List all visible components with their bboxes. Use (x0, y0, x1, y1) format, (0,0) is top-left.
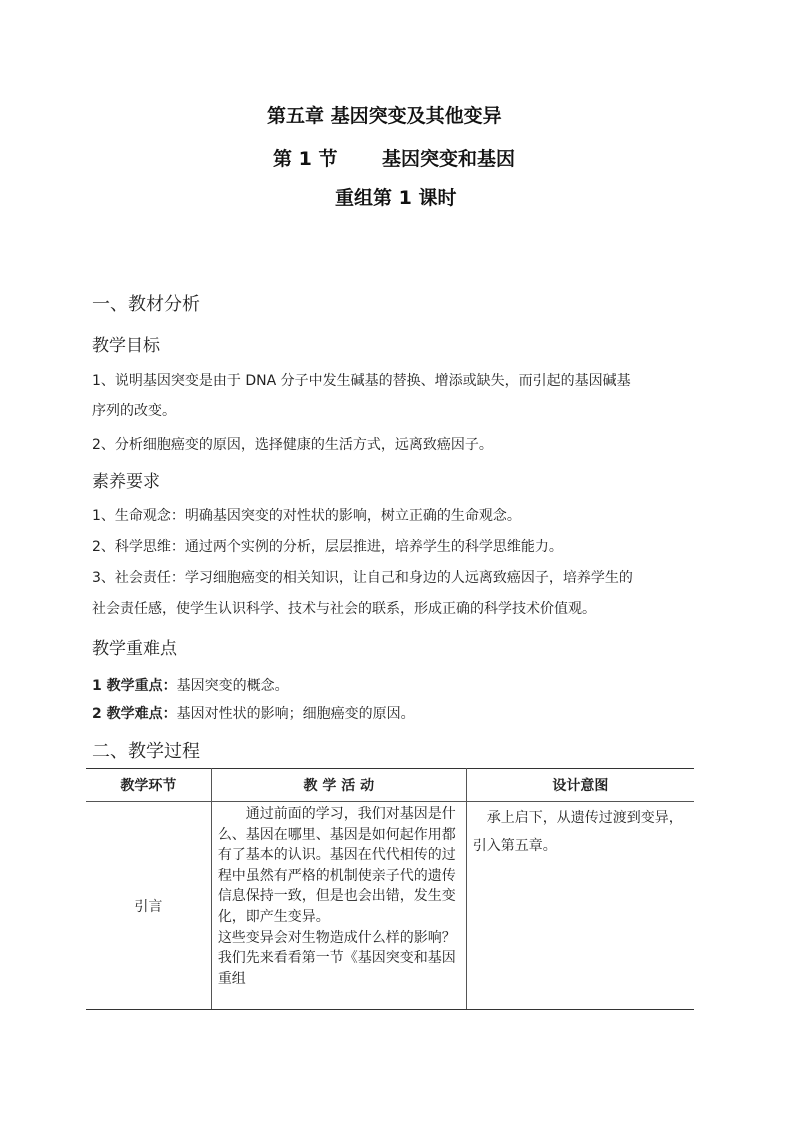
cell-design: 承上启下，从遗传过渡到变异，引入第五章。 (466, 802, 694, 1010)
section-topic: 基因突变和基因 (382, 148, 516, 170)
key-point-label: 1 教学重点： (92, 678, 177, 694)
goal-1-line-1: 1、说明基因突变是由于 DNA 分子中发生碱基的替换、增添或缺失，而引起的基因碱基 (92, 373, 631, 389)
header-activity: 教 学 活 动 (211, 769, 466, 802)
literacy-2: 2、科学思维：通过两个实例的分析，层层推进，培养学生的科学思维能力。 (92, 539, 563, 555)
section-heading-analysis: 一、教材分析 (92, 294, 200, 315)
section-heading-process: 二、教学过程 (92, 741, 200, 762)
difficult-point (92, 703, 415, 723)
difficult-point-label: 2 教学难点： (92, 706, 177, 722)
header-stage: 教学环节 (86, 769, 211, 802)
literacy-heading: 素养要求 (92, 472, 160, 492)
table-row (86, 802, 694, 1010)
literacy-3-line-2: 社会责任感，使学生认识科学、技术与社会的联系，形成正确的科学技术价值观。 (92, 601, 596, 617)
teaching-process-table (86, 768, 694, 1010)
key-point-text: 基因突变的概念。 (176, 678, 289, 694)
literacy-3-line-1: 3、社会责任：学习细胞癌变的相关知识，让自己和身边的人远离致癌因子，培养学生的 (92, 570, 633, 586)
header-design: 设计意图 (466, 769, 694, 802)
activity-paragraph-1: 通过前面的学习，我们对基因是什么、基因在哪里、基因是如何起作用都有了基本的认识。基因在代代相传的过程中虽然有严格的机制使亲子代的遗传信息保持一致，但是也会出错，发生变化，即产生变异。 (217, 806, 456, 925)
key-point (92, 675, 289, 695)
table-header-row (86, 769, 694, 802)
goal-2: 2、分析细胞癌变的原因，选择健康的生活方式，远离致癌因子。 (92, 437, 493, 453)
literacy-1: 1、生命观念：明确基因突变的对性状的影响，树立正确的生命观念。 (92, 508, 521, 524)
keypoints-heading: 教学重难点 (92, 639, 177, 659)
cell-stage: 引言 (86, 802, 211, 1010)
chapter-title: 第五章 基因突变及其他变异 (267, 105, 502, 127)
lesson-title: 重组第 1 课时 (335, 187, 457, 209)
cell-activity (211, 802, 466, 1010)
difficult-point-text: 基因对性状的影响；细胞癌变的原因。 (176, 706, 415, 722)
goals-heading: 教学目标 (92, 336, 160, 356)
activity-paragraph-2: 这些变异会对生物造成什么样的影响？我们先来看看第一节《基因突变和基因重组 (217, 929, 456, 987)
section-number: 第 1 节 (273, 148, 338, 170)
goal-1-line-2: 序列的改变。 (92, 403, 176, 419)
